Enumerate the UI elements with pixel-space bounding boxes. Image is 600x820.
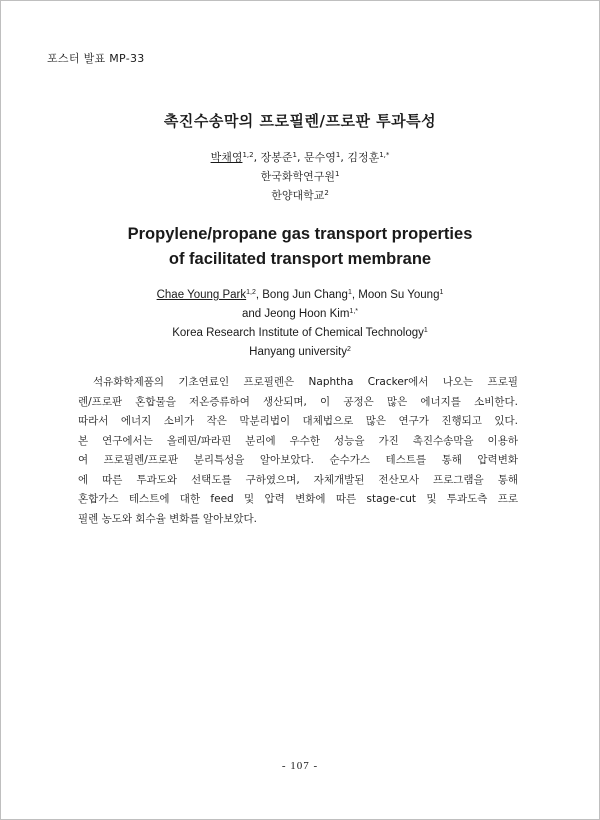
english-author-name: Jeong Hoon Kim [264, 308, 350, 320]
korean-affiliation-name: 한국화학연구원 [260, 170, 335, 183]
abstract-line: 여 프로필렌/프로판 분리특성을 알아보았다. 순수가스 테스트를 통해 압력변화 [78, 454, 518, 466]
abstract-body [78, 373, 518, 529]
english-affiliation-sup: 1 [423, 327, 428, 334]
english-author-sup: 1 [347, 289, 352, 296]
english-affiliation-name: Hanyang university [249, 346, 347, 358]
korean-author [261, 151, 304, 164]
english-author-list-line2 [0, 305, 600, 324]
english-author-sep: , [255, 289, 263, 301]
korean-author [347, 151, 389, 164]
abstract-line: 본 연구에서는 올레핀/파라핀 분리에 우수한 성능을 가진 촉진수송막을 이용하 [78, 434, 518, 447]
session-label: 포스터 발표 MP-33 [47, 52, 145, 65]
abstract-line: 필렌 농도와 회수율 변화를 알아보았다. [78, 512, 257, 525]
abstract-line: 석유화학제품의 기초연료인 프로필렌은 Naphtha Cracker에서 나오는 프로필 [93, 376, 518, 388]
korean-author-sep: , [340, 151, 348, 164]
abstract-line: 따라서 에너지 소비가 작은 막분리법이 대체법으로 많은 연구가 진행되고 있다. [78, 415, 518, 427]
korean-author [304, 151, 347, 164]
korean-title: 촉진수송막의 프로필렌/프로판 투과특성 [163, 112, 437, 130]
english-author-sup: 1,* [349, 308, 358, 315]
abstract-line: 혼합가스 테스트에 대한 feed 및 압력 변화에 따른 stage-cut 및 투과도측 프로 [78, 493, 518, 505]
english-affiliation-name: Korea Research Institute of Chemical Technology [172, 327, 424, 339]
korean-author-name: 박채영 [210, 151, 243, 164]
korean-affiliation [0, 167, 600, 186]
english-affiliation [0, 324, 600, 343]
korean-author-sup: 1 [335, 151, 341, 159]
korean-author-name: 문수영 [303, 151, 336, 164]
korean-affiliation-sup: 1 [334, 170, 340, 178]
korean-affiliation-sup: 2 [324, 189, 329, 197]
english-author-sup: 1 [439, 289, 444, 296]
korean-author-name: 김정훈 [347, 151, 380, 164]
abstract-line: 렌/프로판 혼합물을 저온증류하여 생산되며, 이 공정은 많은 에너지를 소비한다. [78, 395, 518, 408]
english-title-line: Propylene/propane gas transport properties [127, 225, 473, 243]
korean-author-list [0, 148, 600, 167]
english-author-name: Bong Jun Chang [262, 289, 348, 301]
english-author-name: Moon Su Young [358, 289, 440, 301]
korean-author-sup: 1 [292, 151, 297, 159]
english-author-prefix: and [242, 308, 265, 320]
english-title-line: of facilitated transport membrane [168, 250, 432, 268]
english-author [262, 289, 358, 301]
korean-author-sep: , [296, 151, 304, 164]
english-author [157, 289, 263, 301]
abstract-line: 에 따른 투과도와 선택도를 구하였으며, 자체개발된 전산모사 프로그램을 통해 [78, 473, 518, 486]
korean-author-sup: 1,* [379, 151, 390, 159]
english-author-sep: , [351, 289, 359, 301]
english-author-name: Chae Young Park [156, 289, 247, 301]
english-author-list [0, 286, 600, 305]
korean-affiliation [0, 186, 600, 205]
english-author-sup: 1,2 [246, 289, 256, 296]
korean-author-sep: , [253, 151, 261, 164]
korean-author-name: 장봉준 [260, 151, 293, 164]
english-title [0, 222, 600, 272]
korean-affiliation-name: 한양대학교 [271, 189, 325, 202]
english-author [358, 289, 443, 301]
korean-author-block [0, 148, 600, 205]
english-affiliation-sup: 2 [346, 346, 351, 353]
english-affiliation [0, 343, 600, 362]
korean-author [211, 151, 261, 164]
korean-author-sup: 1,2 [242, 151, 254, 159]
english-author-block [0, 286, 600, 362]
page-number: - 107 - [281, 760, 319, 772]
